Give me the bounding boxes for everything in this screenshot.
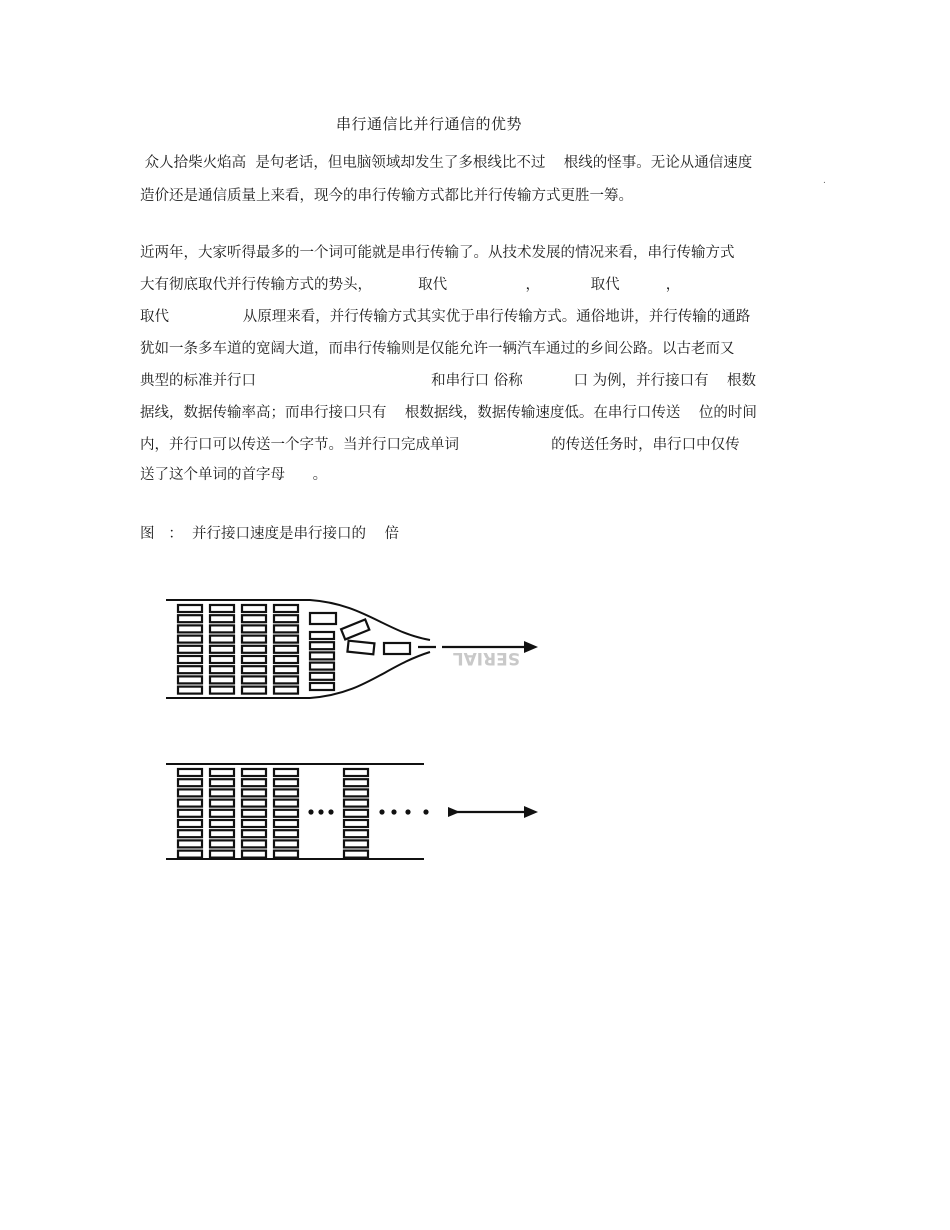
data-block-column	[210, 769, 234, 858]
data-block	[178, 840, 202, 847]
paragraph-line: 内，并行口可以传送一个字节。当并行口完成单词 的传送任务时，串行口中仅传	[140, 437, 740, 453]
data-block-column	[242, 769, 266, 858]
data-block	[344, 800, 368, 807]
data-block	[274, 810, 298, 817]
data-block	[242, 615, 266, 622]
data-block	[210, 840, 234, 847]
data-block	[344, 851, 368, 858]
data-block	[178, 820, 202, 827]
paragraph-line: 据线，数据传输率高；而串行接口只有 根数据线，数据传输速度低。在串行口传送 位的时间	[140, 405, 757, 421]
data-block	[242, 646, 266, 653]
data-block	[178, 656, 202, 663]
data-block	[210, 800, 234, 807]
data-block	[242, 666, 266, 673]
data-block	[310, 683, 334, 690]
data-block	[344, 810, 368, 817]
data-block	[310, 652, 334, 659]
data-block	[178, 636, 202, 643]
serial-transfer-figure	[160, 755, 550, 870]
data-block	[274, 687, 298, 694]
data-block	[210, 851, 234, 858]
data-block	[274, 676, 298, 683]
data-block	[310, 663, 334, 670]
data-block	[178, 851, 202, 858]
data-block	[274, 851, 298, 858]
data-block	[178, 789, 202, 796]
data-block	[344, 840, 368, 847]
car	[310, 613, 336, 624]
data-block	[242, 800, 266, 807]
data-block	[242, 769, 266, 776]
data-block	[274, 789, 298, 796]
data-block-column	[210, 605, 234, 694]
data-block	[242, 840, 266, 847]
data-block	[274, 636, 298, 643]
data-block	[274, 656, 298, 663]
data-block	[274, 646, 298, 653]
data-block	[310, 642, 334, 649]
data-block	[210, 625, 234, 632]
paragraph-line: 造价还是通信质量上来看，现今的串行传输方式都比并行传输方式更胜一筹。	[140, 188, 633, 204]
data-block	[274, 800, 298, 807]
paragraph-line: 送了这个单词的首字母 。	[140, 467, 328, 483]
page-title: 串行通信比并行通信的优势	[336, 115, 523, 133]
data-block	[344, 769, 368, 776]
arrow-head-icon	[524, 641, 538, 653]
data-block	[274, 666, 298, 673]
data-block	[242, 820, 266, 827]
data-block	[242, 851, 266, 858]
data-block	[210, 646, 234, 653]
data-block	[242, 789, 266, 796]
data-block	[210, 769, 234, 776]
paragraph-line: 众人拾柴火焰高 是句老话，但电脑领域却发生了多根线比不过 根线的怪事。无论从通信速度	[140, 155, 753, 171]
corner-mark: .	[823, 176, 826, 186]
data-block	[242, 779, 266, 786]
data-block	[210, 605, 234, 612]
data-block	[274, 605, 298, 612]
data-block	[178, 810, 202, 817]
car	[347, 641, 374, 655]
data-block	[178, 605, 202, 612]
data-block	[274, 840, 298, 847]
data-block	[310, 673, 334, 680]
data-block	[242, 830, 266, 837]
data-block	[178, 779, 202, 786]
data-block	[210, 789, 234, 796]
data-block	[210, 810, 234, 817]
data-block	[274, 779, 298, 786]
data-block	[344, 830, 368, 837]
data-block	[210, 779, 234, 786]
data-block	[210, 830, 234, 837]
data-block	[274, 830, 298, 837]
data-block-column	[274, 769, 298, 858]
data-block	[274, 615, 298, 622]
data-block	[210, 636, 234, 643]
data-block-column	[242, 605, 266, 694]
data-block	[242, 676, 266, 683]
paragraph-line: 大有彻底取代并行传输方式的势头， 取代 ， 取代 ，	[140, 277, 681, 293]
data-block	[210, 656, 234, 663]
data-block	[242, 656, 266, 663]
data-block	[210, 820, 234, 827]
data-block	[178, 625, 202, 632]
data-block	[344, 789, 368, 796]
data-block	[242, 605, 266, 612]
data-block	[178, 615, 202, 622]
car	[384, 643, 410, 654]
data-block	[210, 687, 234, 694]
car	[341, 619, 369, 639]
figure-caption: 图 ： 并行接口速度是串行接口的 倍	[140, 526, 399, 542]
serial-lane-blocks	[178, 769, 368, 858]
data-block	[178, 800, 202, 807]
data-block-column	[344, 769, 368, 858]
data-block	[210, 615, 234, 622]
data-block	[178, 666, 202, 673]
data-block	[242, 625, 266, 632]
data-block	[178, 676, 202, 683]
figure-watermark: SERIAL	[452, 648, 520, 668]
data-block	[178, 687, 202, 694]
arrow-head-icon	[524, 806, 538, 818]
data-block	[274, 769, 298, 776]
paragraph-line: 取代 从原理来看，并行传输方式其实优于串行传输方式。通俗地讲，并行传输的通路	[140, 309, 751, 325]
data-block	[178, 646, 202, 653]
arrow-tail-icon	[448, 807, 460, 817]
data-block	[344, 779, 368, 786]
data-block	[274, 820, 298, 827]
paragraph-line: 典型的标准并行口 和串行口 俗称 口 为例，并行接口有 根数	[140, 373, 756, 389]
data-block	[210, 676, 234, 683]
data-block	[274, 625, 298, 632]
data-block-column	[178, 769, 202, 858]
paragraph-line: 近两年，大家听得最多的一个词可能就是串行传输了。从技术发展的情况来看，串行传输方式	[140, 245, 735, 261]
data-block-column	[310, 632, 334, 690]
data-block	[242, 687, 266, 694]
data-block-column	[178, 605, 202, 694]
data-block	[242, 636, 266, 643]
data-block	[242, 810, 266, 817]
data-block	[344, 820, 368, 827]
data-block	[210, 666, 234, 673]
data-block	[178, 830, 202, 837]
data-block-column	[274, 605, 298, 694]
paragraph-line: 犹如一条多车道的宽阔大道，而串行传输则是仅能允许一辆汽车通过的乡间公路。以古老而又	[140, 341, 735, 357]
data-block	[310, 632, 334, 639]
parallel-transfer-figure	[160, 590, 550, 710]
data-block	[178, 769, 202, 776]
